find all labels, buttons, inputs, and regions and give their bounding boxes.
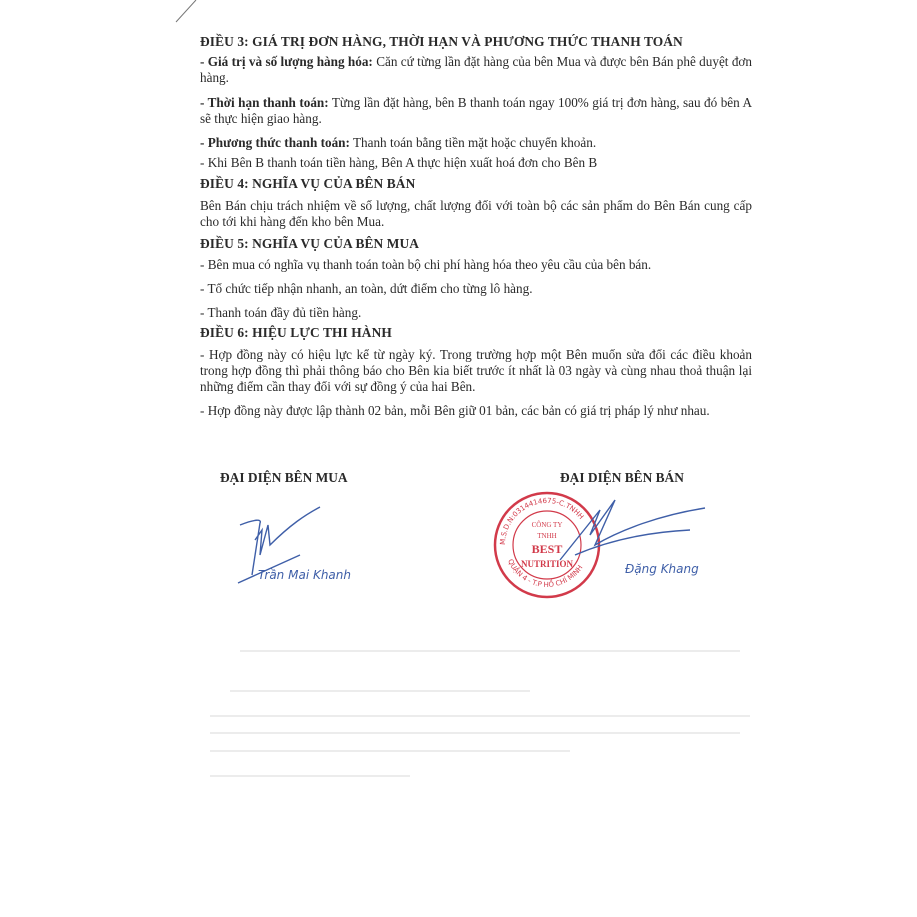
- article5-item: - Tổ chức tiếp nhận nhanh, an toàn, dứt điểm cho từng lô hàng.: [200, 281, 533, 296]
- article6-item: - Hợp đồng này được lập thành 02 bản, mỗi Bên giữ 01 bản, các bản có giá trị pháp lý như nhau.: [200, 403, 710, 418]
- buyer-name: Trần Mai Khanh: [258, 568, 351, 582]
- article3-heading: ĐIỀU 3: GIÁ TRỊ ĐƠN HÀNG, THỜI HẠN VÀ PHƯƠNG THỨC THANH TOÁN: [200, 34, 683, 49]
- article3-item: - Thời hạn thanh toán: Từng lần đặt hàng, bên B thanh toán ngay 100% giá trị đơn hàng, sau đó bên A sẽ thực hiện giao hàng.: [200, 95, 752, 126]
- article5-item: - Thanh toán đầy đủ tiền hàng.: [200, 305, 362, 320]
- article3-item: - Giá trị và số lượng hàng hóa: Căn cứ từng lần đặt hàng của bên Mua và được bên Bán phê duyệt đơn hàng.: [200, 54, 752, 85]
- bleed-through-line: [210, 732, 740, 734]
- bleed-through-line: [210, 750, 570, 752]
- article3-item: - Khi Bên B thanh toán tiền hàng, Bên A thực hiện xuất hoá đơn cho Bên B: [200, 155, 598, 170]
- bleed-through-line: [210, 715, 750, 717]
- stamp-line: TNHH: [537, 532, 557, 540]
- article5-item: - Bên mua có nghĩa vụ thanh toán toàn bộ chi phí hàng hóa theo yêu cầu của bên bán.: [200, 257, 652, 272]
- stamp-line: BEST: [531, 542, 563, 556]
- article6-heading: ĐIỀU 6: HIỆU LỰC THI HÀNH: [200, 325, 392, 340]
- article4-text: Bên Bán chịu trách nhiệm về số lượng, chất lượng đối với toàn bộ các sản phẩm do Bên Bán cung cấp cho tới khi hàng đến kho bên Mua.: [200, 198, 752, 229]
- bleed-through-line: [230, 690, 530, 692]
- seller-name: Đặng Khang: [625, 562, 699, 576]
- stamp-bottom-text: QUẬN 4 - T.P HỒ CHÍ MINH: [506, 557, 585, 590]
- seller-signature-heading: ĐẠI DIỆN BÊN BÁN: [560, 470, 684, 485]
- bleed-through-line: [240, 650, 740, 652]
- bleed-through-line: [210, 775, 410, 777]
- seller-signature: [540, 490, 710, 570]
- article4-heading: ĐIỀU 4: NGHĨA VỤ CỦA BÊN BÁN: [200, 176, 416, 191]
- stamp-line: NUTRITION: [520, 559, 574, 569]
- article3-item: - Phương thức thanh toán: Thanh toán bằng tiền mặt hoặc chuyển khoản.: [200, 135, 597, 150]
- article6-item: - Hợp đồng này có hiệu lực kể từ ngày ký. Trong trường hợp một Bên muốn sửa đổi các điều khoản trong hợp đồng thì phải thông báo cho Bên kia biết trước ít nhất là 03 ngày và cùng nhau thoả thuận lại những điểm cần thay đổi với sự đồng ý của hai Bên.: [200, 347, 752, 394]
- article5-heading: ĐIỀU 5: NGHĨA VỤ CỦA BÊN MUA: [200, 236, 420, 251]
- stamp-line: CÔNG TY: [531, 521, 563, 529]
- buyer-signature-heading: ĐẠI DIỆN BÊN MUA: [220, 470, 348, 485]
- stamp-ring-text: M.S.D.N:0314414675-C.TNHH: [498, 496, 586, 546]
